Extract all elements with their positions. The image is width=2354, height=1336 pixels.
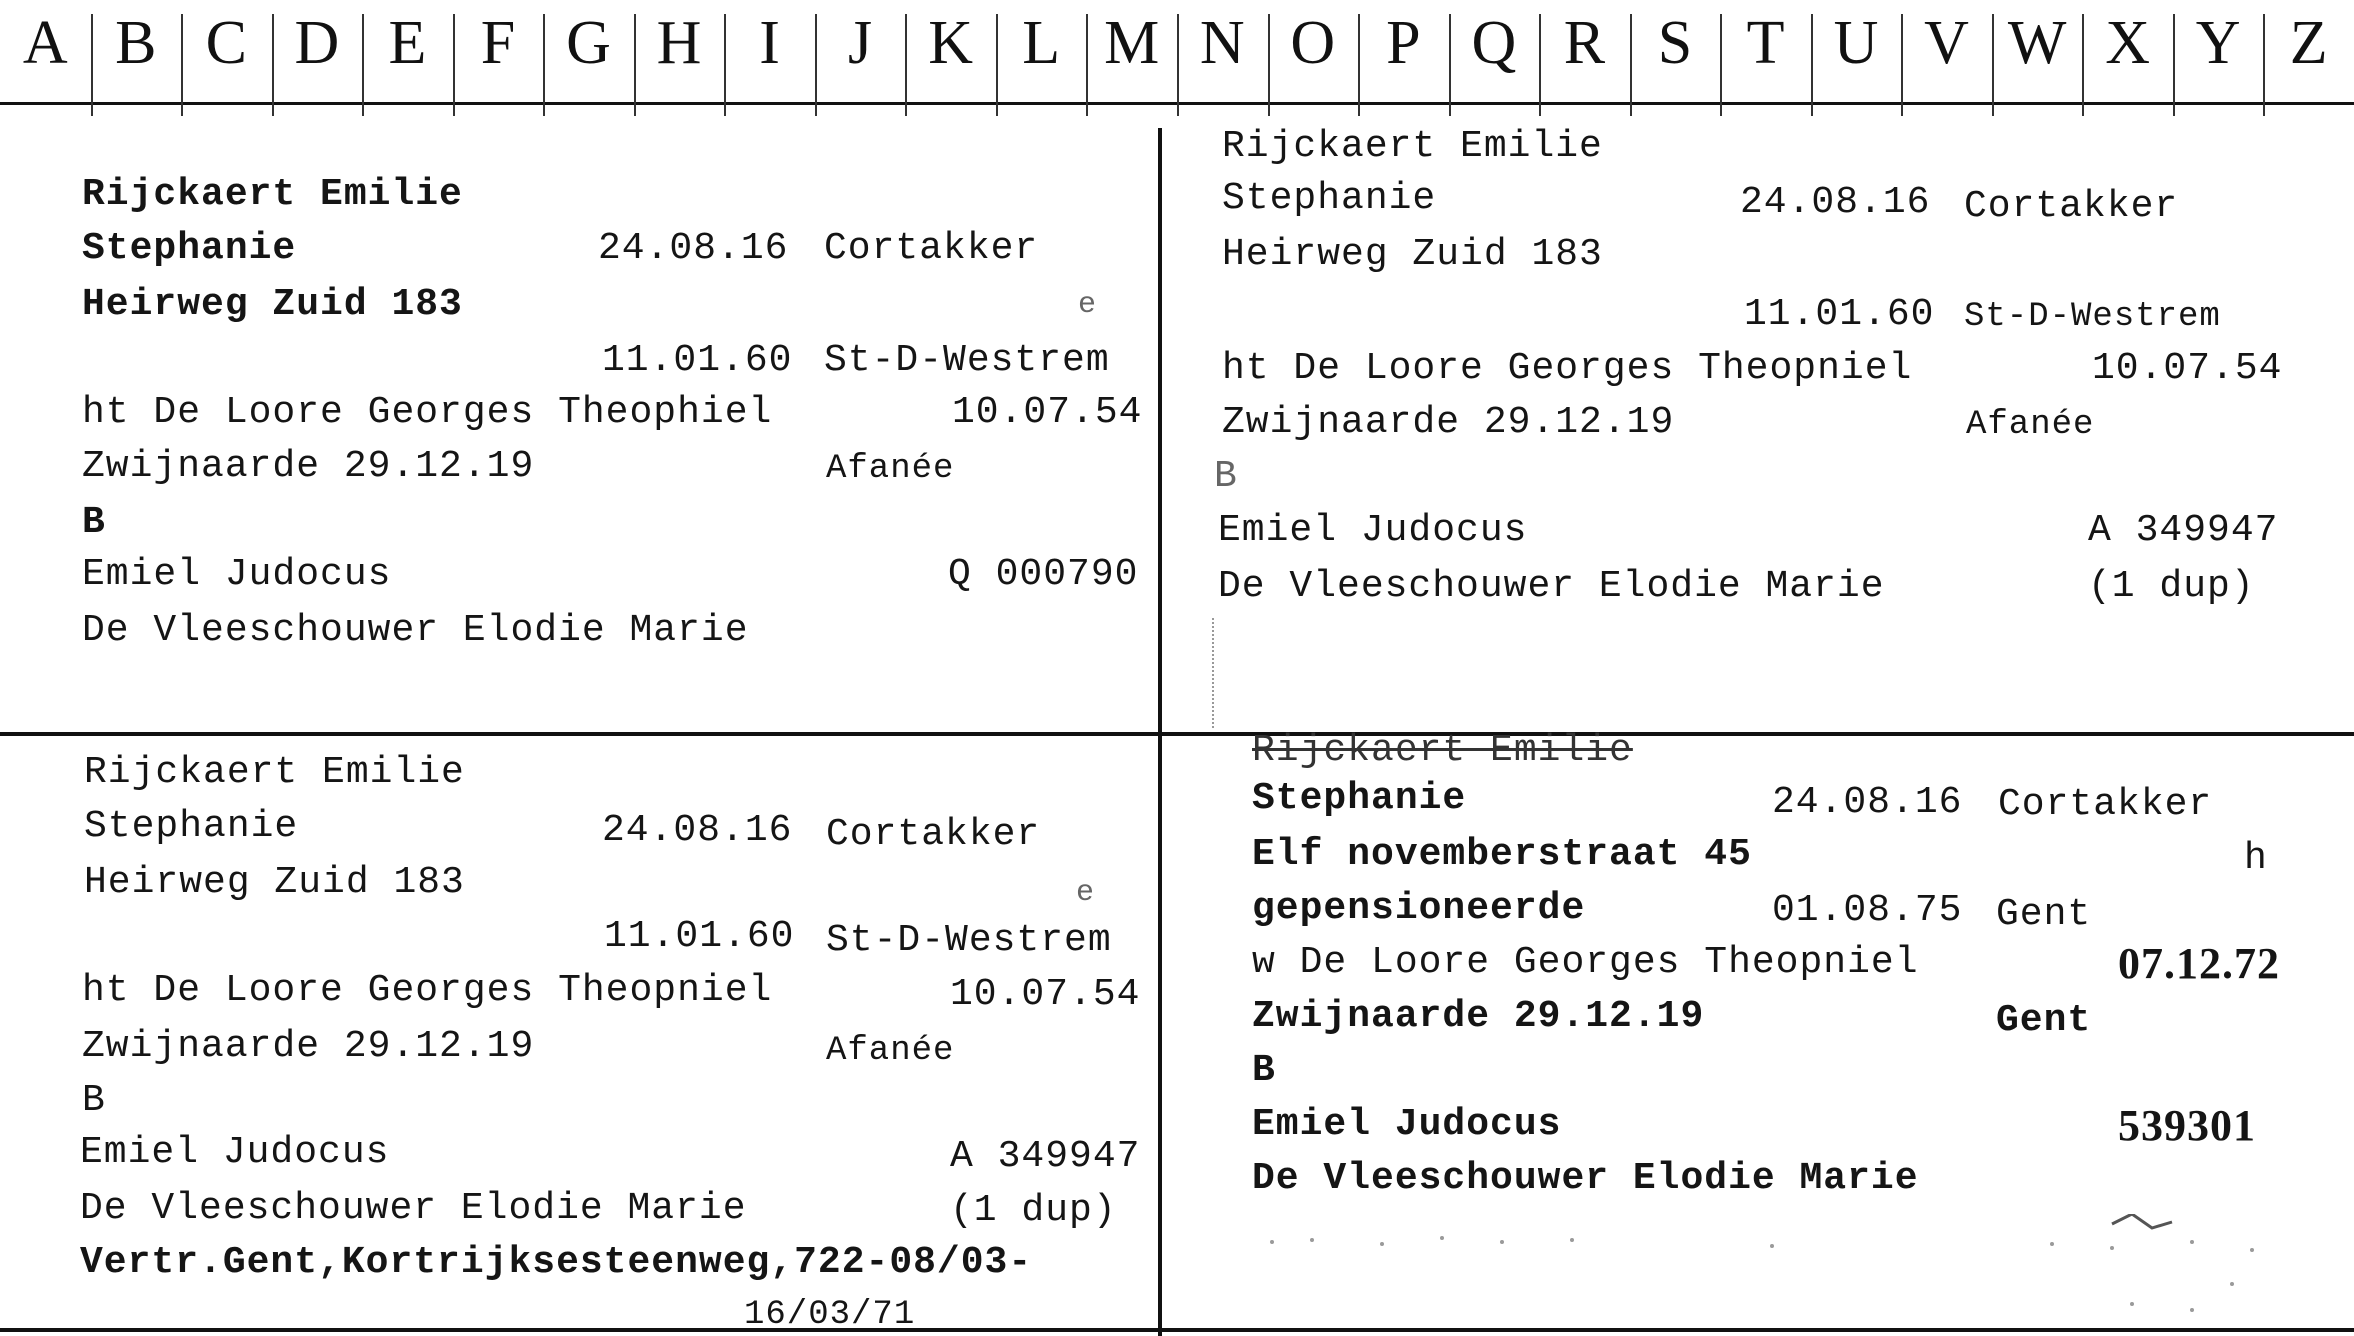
index-divider-tick <box>724 14 726 116</box>
mother: De Vleeschouwer Elodie Marie <box>1218 565 1885 608</box>
address: Heirweg Zuid 183 <box>84 861 465 904</box>
moved-date: 11.01.60 <box>604 915 795 958</box>
nationality: B <box>1214 455 1238 498</box>
card-top-left <box>0 128 1158 732</box>
index-divider-tick <box>2082 14 2084 116</box>
birth-date: 24.08.16 <box>602 809 793 852</box>
nationality: B <box>82 501 106 544</box>
mother: De Vleeschouwer Elodie Marie <box>80 1187 747 1230</box>
spouse-line: ht De Loore Georges Theophiel <box>82 391 773 434</box>
index-letter-g: G <box>566 9 611 77</box>
status: Afanée <box>826 1032 955 1070</box>
index-letter-d: D <box>294 9 340 77</box>
birth-place: Cortakker <box>824 227 1039 270</box>
mark-h: h <box>2244 837 2268 880</box>
mark-e: e <box>1076 876 1096 910</box>
index-divider-tick <box>905 14 907 116</box>
margin-dots <box>1212 618 1218 728</box>
birth-date: 24.08.16 <box>598 227 789 270</box>
card-number: A 349947 <box>950 1135 1141 1178</box>
departure-continued: 16/03/71 <box>744 1296 916 1334</box>
card-number: A 349947 <box>2088 509 2279 552</box>
spouse-line: ht De Loore Georges Theopniel <box>1222 347 1913 390</box>
index-letter-v: V <box>1924 9 1969 77</box>
index-divider-tick <box>1811 14 1813 116</box>
index-letter-p: P <box>1386 9 1421 77</box>
index-divider-tick <box>1901 14 1903 116</box>
birth-place: Cortakker <box>1998 783 2213 826</box>
index-divider-tick <box>1358 14 1360 116</box>
spouse-birth: Zwijnaarde 29.12.19 <box>82 1025 535 1068</box>
card-bottom-left <box>0 736 1158 1336</box>
death-date: 07.12.72 <box>2118 939 2280 988</box>
name-second: Stephanie <box>82 227 297 270</box>
index-letter-z: Z <box>2289 9 2328 77</box>
moved-place: Gent <box>1996 893 2092 936</box>
marriage-date: 10.07.54 <box>2092 347 2283 390</box>
index-letter-w: W <box>2007 9 2067 77</box>
index-letter-b: B <box>115 9 157 77</box>
index-letter-l: L <box>1022 9 1061 77</box>
moved-place: St-D-Westrem <box>826 919 1112 962</box>
card-grid <box>0 125 2354 1336</box>
index-divider-tick <box>1992 14 1994 116</box>
nationality: B <box>1252 1049 1276 1092</box>
index-divider-tick <box>2263 14 2265 116</box>
index-divider-tick <box>634 14 636 116</box>
index-letter-m: M <box>1104 9 1160 77</box>
departure-line: Vertr.Gent,Kortrijksesteenweg,722-08/03- <box>80 1241 1033 1284</box>
address: Heirweg Zuid 183 <box>82 283 463 326</box>
status: Afanée <box>826 450 955 488</box>
marriage-date: 10.07.54 <box>950 973 1141 1016</box>
moved-date: 01.08.75 <box>1772 889 1963 932</box>
index-letter-c: C <box>205 9 248 77</box>
moved-date: 11.01.60 <box>602 339 793 382</box>
index-divider-tick <box>181 14 183 116</box>
name-second: Stephanie <box>1222 177 1437 220</box>
address: Heirweg Zuid 183 <box>1222 233 1603 276</box>
spouse-birth: Zwijnaarde 29.12.19 <box>1222 401 1675 444</box>
index-letter-e: E <box>388 9 427 77</box>
spouse-line: w De Loore Georges Theopniel <box>1252 941 1919 984</box>
birth-place: Cortakker <box>1964 185 2179 228</box>
status: Afanée <box>1966 406 2095 444</box>
card-number: 539301 <box>2118 1101 2256 1150</box>
birth-place: Cortakker <box>826 813 1041 856</box>
index-divider-tick <box>453 14 455 116</box>
birth-date: 24.08.16 <box>1740 181 1931 224</box>
index-divider-tick <box>362 14 364 116</box>
index-divider-tick <box>91 14 93 116</box>
index-divider-tick <box>543 14 545 116</box>
alphabet-index-strip <box>0 0 2354 128</box>
duplicate-note: (1 dup) <box>950 1189 1117 1232</box>
index-letter-t: T <box>1746 9 1785 77</box>
index-letter-r: R <box>1563 9 1606 77</box>
index-letter-y: Y <box>2195 9 2241 77</box>
father: Emiel Judocus <box>1252 1103 1562 1146</box>
index-letter-n: N <box>1199 9 1245 77</box>
mark-e: e <box>1078 288 1098 322</box>
index-divider-tick <box>1086 14 1088 116</box>
mother: De Vleeschouwer Elodie Marie <box>82 609 749 652</box>
index-letter-o: O <box>1290 9 1336 77</box>
index-letter-q: Q <box>1471 9 1517 77</box>
index-divider-tick <box>996 14 998 116</box>
name-second: Stephanie <box>84 805 299 848</box>
father: Emiel Judocus <box>80 1131 390 1174</box>
index-letter-h: H <box>656 9 702 77</box>
card-bottom-right <box>1162 729 2354 1336</box>
mother: De Vleeschouwer Elodie Marie <box>1252 1157 1919 1200</box>
moved-date: 11.01.60 <box>1744 293 1935 336</box>
index-divider-tick <box>1720 14 1722 116</box>
nationality: B <box>82 1079 106 1122</box>
surname-first: Rijckaert Emilie <box>1222 125 1603 168</box>
father: Emiel Judocus <box>1218 509 1528 552</box>
father: Emiel Judocus <box>82 553 392 596</box>
index-letter-i: I <box>759 9 780 77</box>
card-number: Q 000790 <box>948 553 1139 596</box>
address: Elf novemberstraat 45 <box>1252 833 1752 876</box>
index-letter-a: A <box>22 9 68 77</box>
name-second: Stephanie <box>1252 777 1467 820</box>
index-letter-u: U <box>1833 9 1879 77</box>
death-place: Gent <box>1996 999 2092 1042</box>
spouse-birth: Zwijnaarde 29.12.19 <box>82 445 535 488</box>
index-letter-j: J <box>848 9 873 77</box>
card-top-right <box>1162 125 2354 732</box>
index-letter-f: F <box>480 9 516 77</box>
faint-scribble-marks <box>1252 1214 2342 1324</box>
index-divider-tick <box>1539 14 1541 116</box>
index-divider-tick <box>1268 14 1270 116</box>
spouse-line: ht De Loore Georges Theopniel <box>82 969 773 1012</box>
surname-first: Rijckaert Emilie <box>1252 729 1633 772</box>
index-divider-tick <box>272 14 274 116</box>
duplicate-note: (1 dup) <box>2088 565 2255 608</box>
birth-date: 24.08.16 <box>1772 781 1963 824</box>
surname-first: Rijckaert Emilie <box>84 751 465 794</box>
index-letter-s: S <box>1657 9 1693 77</box>
index-divider-tick <box>1630 14 1632 116</box>
marriage-date: 10.07.54 <box>952 391 1143 434</box>
moved-place: St-D-Westrem <box>1964 298 2221 336</box>
index-letter-x: X <box>2105 9 2151 77</box>
index-letter-k: K <box>928 9 974 77</box>
index-divider-tick <box>1177 14 1179 116</box>
index-divider-tick <box>2173 14 2175 116</box>
surname-first: Rijckaert Emilie <box>82 173 463 216</box>
occupation: gepensioneerde <box>1252 887 1586 930</box>
index-divider-tick <box>815 14 817 116</box>
spouse-birth: Zwijnaarde 29.12.19 <box>1252 995 1705 1038</box>
moved-place: St-D-Westrem <box>824 339 1110 382</box>
index-divider-tick <box>1449 14 1451 116</box>
